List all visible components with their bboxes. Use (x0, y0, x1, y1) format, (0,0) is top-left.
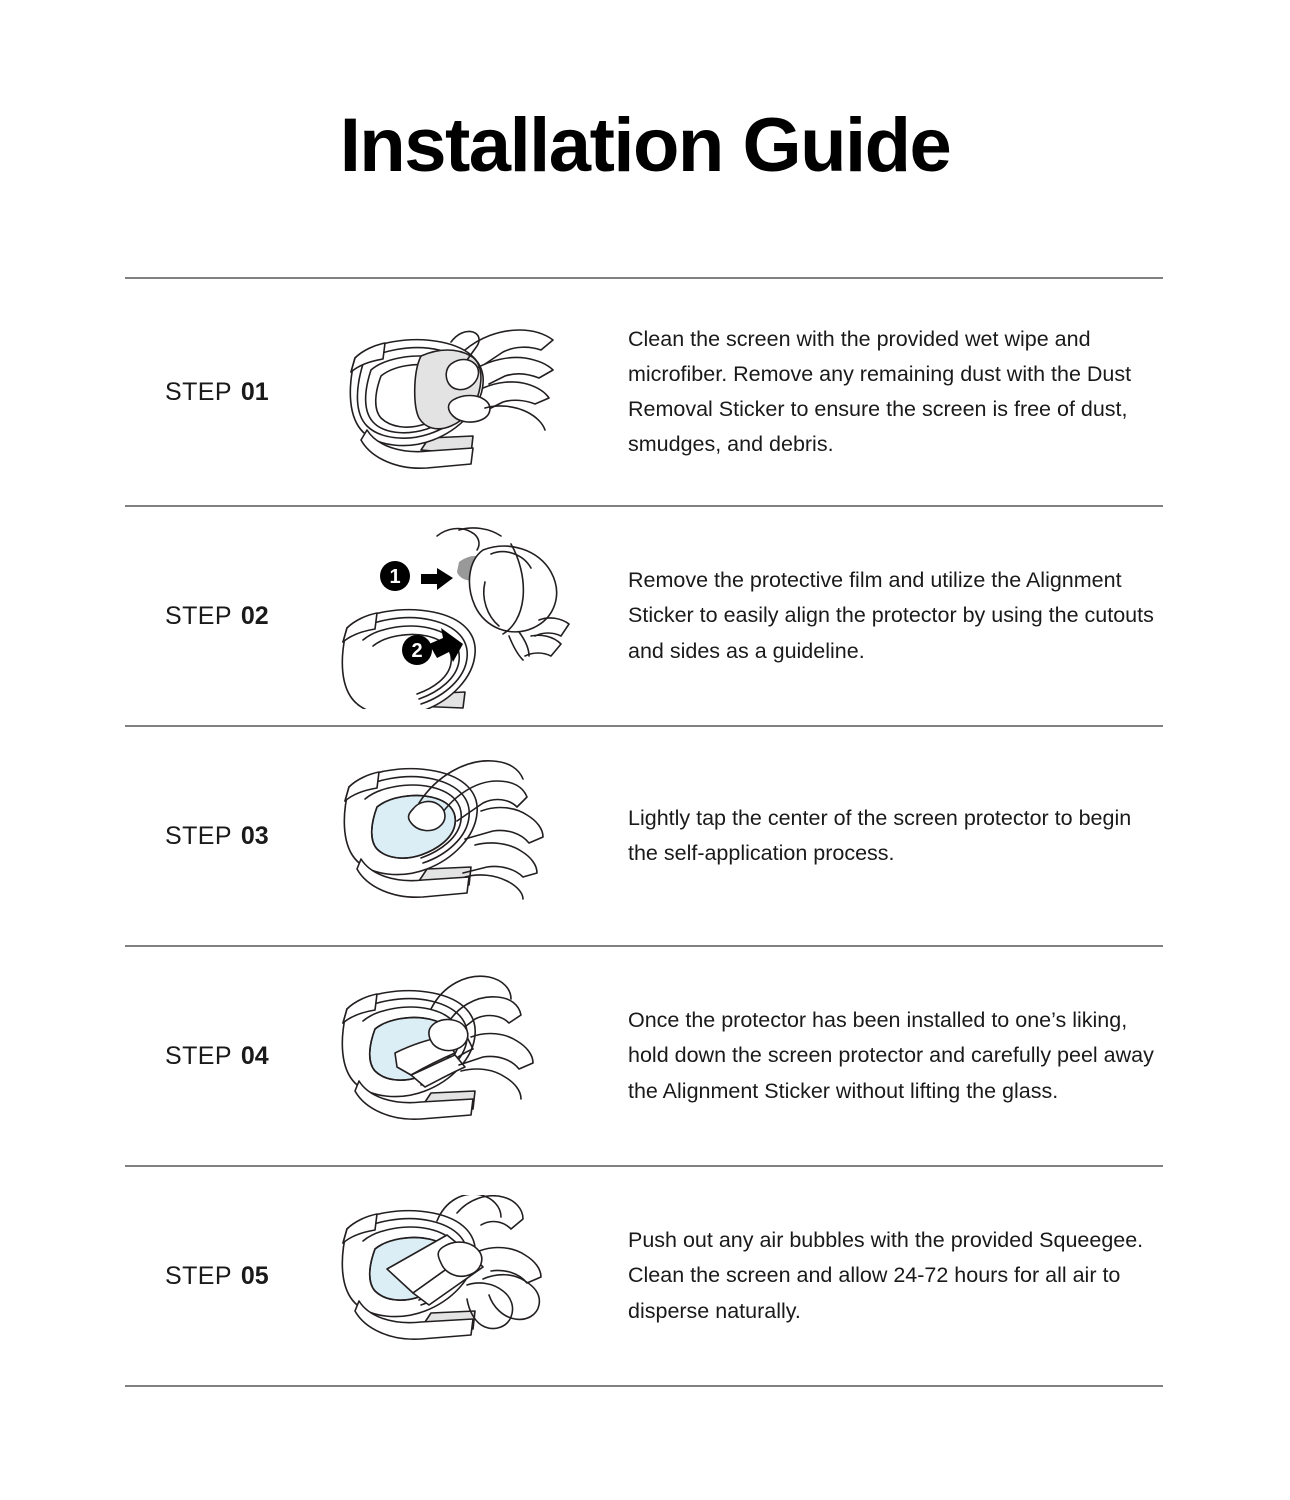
watch-alignment-sticker-icon (333, 524, 573, 709)
step-description-text: Remove the protective film and utilize the Alignment Sticker to easily align the protector by using the cutouts and sides as a guideline. (628, 568, 1154, 663)
step-description-text: Clean the screen with the provided wet wipe and microfiber. Remove any remaining dust with the Dust Removal Sticker to ensure the screen is free of dust, smudges, and debris. (628, 326, 1132, 457)
page-title: Installation Guide (339, 103, 951, 188)
step-label-02 (125, 602, 325, 631)
step-description-text: Lightly tap the center of the screen protector to begin the self-application process. (628, 805, 1132, 865)
watch-wipe-cleaning-icon (333, 312, 573, 472)
step-number: 01 (240, 377, 269, 406)
step-row (125, 947, 1163, 1165)
step-word: STEP (165, 601, 232, 630)
step-number: 04 (240, 1041, 269, 1070)
step-row (125, 1167, 1163, 1385)
step-description-04 (580, 1003, 1163, 1108)
step-row (125, 279, 1163, 505)
step-number: 05 (240, 1261, 269, 1290)
step-word: STEP (165, 1041, 232, 1070)
step-illustration-05 (325, 1195, 580, 1357)
divider-bottom (125, 1385, 1163, 1387)
step-row (125, 727, 1163, 945)
step-label-03 (125, 822, 325, 851)
step-word: STEP (165, 1261, 232, 1290)
step-illustration-03 (325, 759, 580, 914)
step-description-01 (580, 322, 1163, 462)
step-description-05 (580, 1223, 1163, 1328)
svg-text:1: 1 (388, 565, 401, 588)
step-row (125, 507, 1163, 725)
step-description-text: Push out any air bubbles with the provided Squeegee. Clean the screen and allow 24-72 hours for all air to disperse naturally. (628, 1228, 1144, 1323)
step-number: 02 (240, 601, 269, 630)
step-word: STEP (165, 377, 232, 406)
watch-squeegee-icon (333, 1195, 573, 1357)
step-label-05 (125, 1262, 325, 1291)
step-word: STEP (165, 821, 232, 850)
step-illustration-01 (325, 312, 580, 472)
step-illustration-02 (325, 524, 580, 709)
marker-circle-2 (402, 635, 432, 665)
marker-circle-1 (380, 561, 410, 591)
step-description-text: Once the protector has been installed to one’s liking, hold down the screen protector and carefully peel away the Alignment Sticker without lifting the glass. (628, 1008, 1154, 1103)
step-illustration-04 (325, 975, 580, 1137)
steps-list (125, 277, 1163, 1387)
step-description-02 (580, 563, 1163, 668)
watch-peel-sticker-icon (333, 975, 573, 1137)
step-number: 03 (240, 821, 269, 850)
svg-text:2: 2 (410, 639, 423, 662)
step-description-03 (580, 801, 1163, 871)
watch-finger-tap-icon (333, 759, 573, 914)
step-label-01 (125, 378, 325, 407)
step-label-04 (125, 1042, 325, 1071)
